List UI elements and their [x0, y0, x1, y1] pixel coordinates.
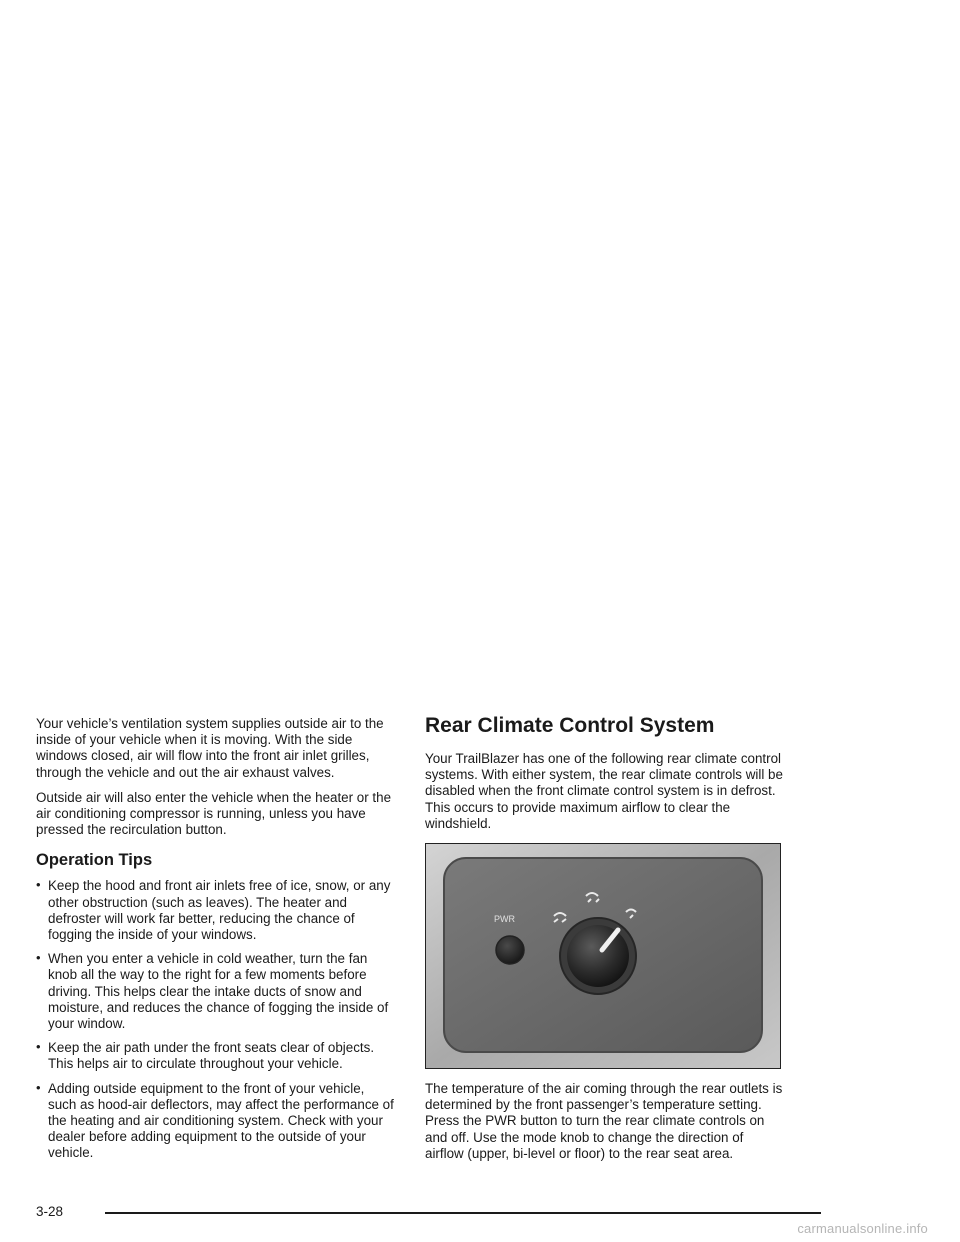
rear-climate-control-photo: [425, 843, 781, 1069]
page-number: 3-28: [36, 1204, 64, 1219]
ventilation-paragraph: Your vehicle’s ventilation system supplies outside air to the inside of your vehicle when it is moving. With the side windows closed, air will flow into the front air inlet grilles, through the vehicle and out the air exhaust valves.: [36, 716, 384, 780]
tip-item: • When you enter a vehicle in cold weather, turn the fan knob all the way to the right for a few moments before driving. This helps clear the intake ducts of snow and moisture, and reduces the chance of fogging the inside of your window.: [36, 950, 389, 1032]
pwr-button: [496, 936, 524, 964]
tip-item: • Adding outside equipment to the front of your vehicle, such as hood-air deflectors, may affect the performance of the heating and air conditioning system. Check with your dealer before adding equipment to the outside of your vehicle.: [36, 1079, 394, 1161]
operation-tips-heading: Operation Tips: [36, 851, 153, 870]
left-column: [36, 716, 396, 1170]
outside-air-paragraph: Outside air will also enter the vehicle when the heater or the air conditioning compressor is running, unless you have pressed the recirculation button.: [36, 789, 392, 838]
right-column: [425, 716, 785, 1171]
bullet-icon: •: [36, 877, 41, 893]
rear-climate-temperature-paragraph: The temperature of the air coming through the rear outlets is determined by the front passenger’s temperature setting. Press the PWR button to turn the rear climate controls on and off. Use the mode knob to change the direction of airflow (upper, bi-level or floor) to the rear seat area.: [425, 1081, 783, 1161]
operation-tips-list: [36, 878, 396, 1161]
pwr-label: PWR: [494, 914, 515, 925]
tip-item: • Keep the hood and front air inlets free of ice, snow, or any other obstruction (such as leaves). The heater and defroster will work far better, reducing the chance of fogging the inside of your windows.: [36, 877, 391, 943]
footer-rule: [105, 1212, 821, 1214]
bullet-icon: •: [36, 950, 41, 966]
bullet-icon: •: [36, 1079, 41, 1095]
watermark: carmanualsonline.info: [797, 1221, 928, 1236]
mode-knob: [567, 925, 629, 987]
rear-climate-heading: Rear Climate Control System: [425, 714, 715, 737]
tip-item: • Keep the air path under the front seats clear of objects. This helps air to circulate throughout your vehicle.: [36, 1039, 375, 1072]
rear-climate-panel-illustration: [426, 844, 780, 1068]
bullet-icon: •: [36, 1039, 41, 1055]
rear-climate-intro: Your TrailBlazer has one of the following rear climate control systems. With either system, the rear climate controls will be disabled when the front climate control system is in defrost. This occurs to provide maximum airflow to clear the windshield.: [425, 751, 783, 831]
